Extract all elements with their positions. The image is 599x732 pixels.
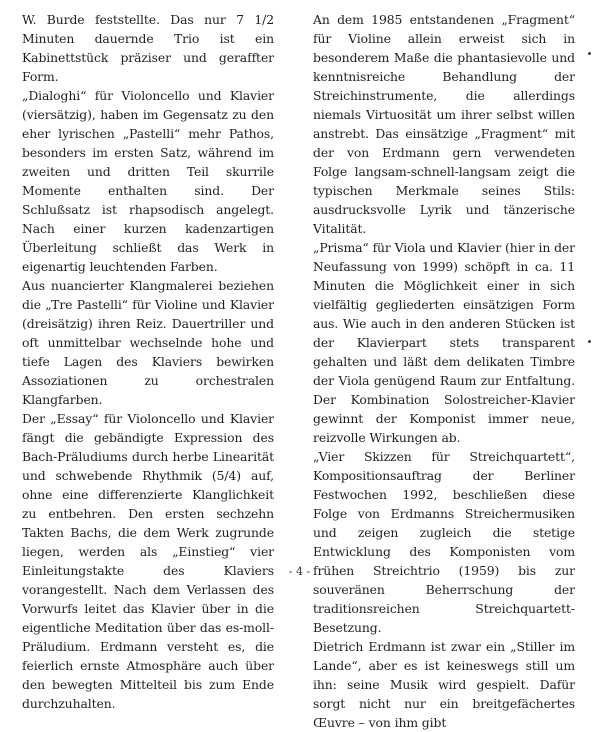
scan-speck-mark	[588, 52, 591, 55]
paragraph-prisma: „Prisma“ für Viola und Klavier (hier in der Neufassung von 1999) schöpft in ca. 11 Minuten die Möglichkeit einer in sich vielfältig gegliederten einsätzigen Form aus. Wie auch in den anderen Stücken ist der Klavierpart stets transparent gehalten und läßt dem delikaten Timbre der Viola genügend Raum zur Entfaltung. Der Kombination Solostreicher-Klavier gewinnt der Komponist immer neue, reizvolle Wirkungen ab.	[313, 240, 575, 445]
page-number: - 4 -	[288, 565, 311, 578]
paragraph-vier-skizzen: „Vier Skizzen für Streichquartett“, Kompositionsauftrag der Berliner Festwochen 1992, beschließen diese Folge von Erdmanns Streichermusiken und zeigen zugleich die stetige Entwicklung des Komponisten vom frühen Streichtrio (1959) bis zur souveränen Beherrschung der traditionsreichen Streichquartett-Besetzung.	[313, 449, 575, 635]
paragraph-fragment: An dem 1985 entstandenen „Fragment“ für Violine allein erweist sich in besonderem Maße die phantasievolle und kenntnisreiche Behandlung der Streichinstrumente, die allerdings niemals Virtuosität um ihrer selbst willen anstrebt. Das einsätzige „Fragment“ mit der von Erdmann gern verwendeten Folge langsam-schnell-langsam zeigt die typischen Merkmale seines Stils: ausdrucksvolle Lyrik und tänzerische Vitalität.	[313, 12, 575, 236]
paragraph-essay: Der „Essay“ für Violoncello und Klavier fängt die gebändigte Expression des Bach-Präludiums durch herbe Linearität und schwebende Rhythmik (5/4) auf, ohne eine differenzierte Klanglichkeit zu entbehren. Den ersten sechzehn Takten Bachs, die dem Werk zugrunde liegen, werden als „Einstieg“ vier Einleitungstakte des Klaviers vorangestellt. Nach dem Verlassen des Vorwurfs leitet das Klavier über in die eigentliche Meditation über das es-moll-Präludium. Erdmann versteht es, die feierlich ernste Atmosphäre auch über den bewegten Mittelteil bis zum Ende durchzuhalten.	[22, 411, 274, 711]
paragraph-tre-pastelli: Aus nuancierter Klangmalerei beziehen die „Tre Pastelli“ für Violine und Klavier (dreisätzig) ihren Reiz. Dauertriller und oft unmittelbar wechselnde hohe und tiefe Lagen des Klaviers bewirken Assoziationen zu orchestralen Klangfarben.	[22, 278, 274, 407]
paragraph-dialoghi: „Dialoghi“ für Violoncello und Klavier (viersätzig), haben im Gegensatz zu den eher lyrischen „Pastelli“ mehr Pathos, besonders im ersten Satz, während im zweiten und dritten Teil skurrile Momente enthalten sind. Der Schlußsatz ist rhapsodisch angelegt. Nach einer kurzen kadenzartigen Überleitung schließt das Werk in eigenartig leuchtenden Farben.	[22, 88, 274, 274]
left-text-column	[22, 10, 274, 713]
paragraph-stiller-im-lande: Dietrich Erdmann ist zwar ein „Stiller im Lande“, aber es ist keineswegs still um ihn: seine Musik wird gespielt. Dafür sorgt nicht nur ein breitgefächertes Œuvre – von ihm gibt	[313, 639, 575, 730]
scan-speck-mark	[588, 340, 591, 343]
paragraph-trio-end: W. Burde feststellte. Das nur 7 1/2 Minuten dauernde Trio ist ein Kabinettstück präziser und geraffter Form.	[22, 12, 274, 84]
right-text-column	[313, 10, 575, 732]
